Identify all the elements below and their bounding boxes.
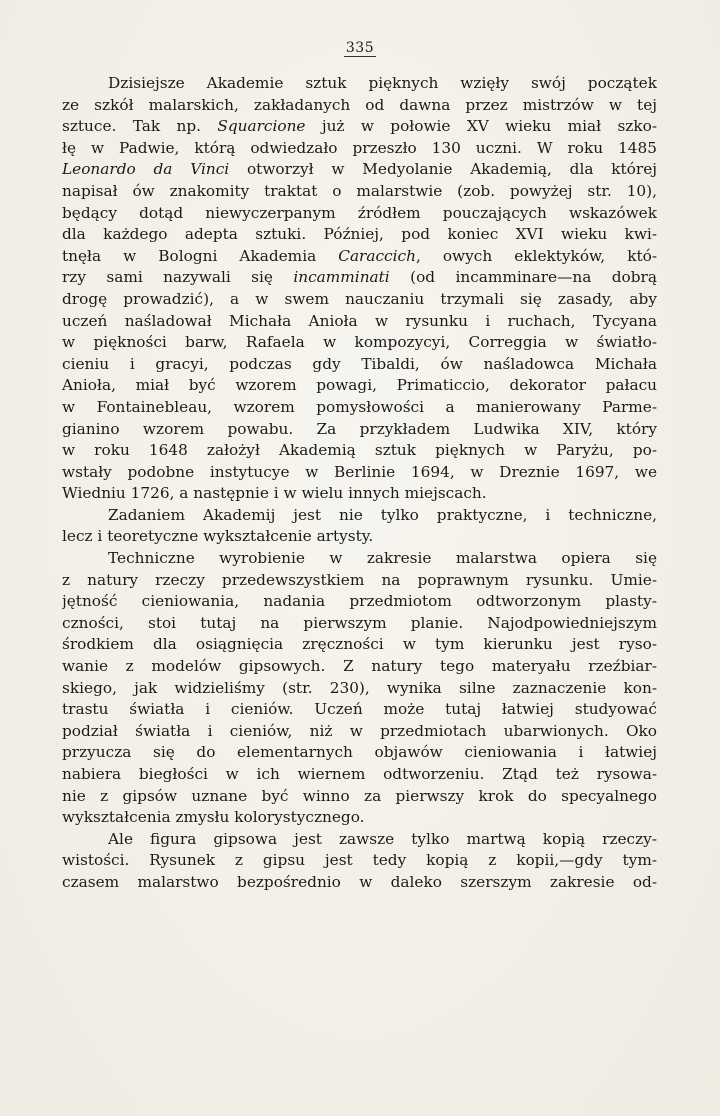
text-line: Techniczne wyrobienie w zakresie malarstwa opiera się [108,549,657,568]
page-number-text: 335 [345,40,375,56]
text-line: podział światła i cieniów, niż w przedmiotach ubarwionych. Oko [62,721,657,740]
page-number [0,40,720,56]
text-line: nabiera biegłości w ich wiernem odtworzeniu. Ztąd też rysowa- [62,765,657,783]
text-line: w Fontainebleau, wzorem pomysłowości a manierowany Parme- [62,397,657,416]
text-line: cieniu i gracyi, podczas gdy Tibaldi, ów naśladowca Michała [62,354,657,373]
text-line: wistości. Rysunek z gipsu jest tedy kopią z kopii,—gdy tym- [62,851,657,870]
text-line: sztuce. Tak np. Squarcione już w połowie XV wieku miał szko- [62,117,657,136]
text-line: gianino wzorem powabu. Za przykładem Ludwika XIV, który [62,419,657,438]
body-text [62,73,657,894]
text-line: wykształcenia zmysłu kolorystycznego. [62,808,365,827]
text-line: jętność cieniowania, nadania przedmiotom odtworzonym plasty- [62,592,657,611]
text-line: przyucza się do elementarnych objawów cieniowania i łatwiej [62,743,657,762]
text-line: napisał ów znakomity traktat o malarstwie (zob. powyżej str. 10), [62,181,657,200]
text-line: tnęła w Bologni Akademia Caraccich, owych eklektyków, któ- [62,246,657,265]
text-line: ze szkół malarskich, zakładanych od dawna przez mistrzów w tej [62,95,657,114]
text-line: rzy sami nazywali się incamminati (od incamminare—na dobrą [62,268,657,287]
text-line: drogę prowadzić), a w swem nauczaniu trzymali się zasady, aby [62,289,657,308]
text-line: łę w Padwie, którą odwiedzało przeszło 130 uczni. W roku 1485 [62,138,657,157]
text-line: dla każdego adepta sztuki. Później, pod koniec XVI wieku kwi- [62,225,657,244]
text-line: Dzisiejsze Akademie sztuk pięknych wzięły swój początek [108,74,657,92]
text-line: wanie z modelów gipsowych. Z natury tego materyału rzeźbiar- [62,657,657,676]
text-line: z natury rzeczy przedewszystkiem na poprawnym rysunku. Umie- [62,570,657,589]
text-line: nie z gipsów uznane być winno za pierwszy krok do specyalnego [62,786,657,805]
text-line: Anioła, miał być wzorem powagi, Primaticcio, dekorator pałacu [62,376,657,395]
text-line: Wiedniu 1726, a następnie i w wielu innych miejscach. [62,484,487,503]
text-line: czności, stoi tutaj na pierwszym planie. Najodpowiedniejszym [62,613,657,632]
text-line: trastu światła i cieniów. Uczeń może tutaj łatwiej studyować [62,700,657,719]
text-line: uczeń naśladował Michała Anioła w rysunku i ruchach, Tycyana [62,311,657,330]
text-line: Ale figura gipsowa jest zawsze tylko martwą kopią rzeczy- [108,829,657,848]
text-line: Leonardo da Vinci otworzył w Medyolanie Akademią, dla której [62,160,657,179]
text-line: w piękności barw, Rafaela w kompozycyi, Correggia w światło- [62,333,657,352]
text-line: czasem malarstwo bezpośrednio w daleko szerszym zakresie od- [62,872,657,891]
text-line: będący dotąd niewyczerpanym źródłem pouczających wskazówek [62,203,657,222]
text-line: w roku 1648 założył Akademią sztuk pięknych w Paryżu, po- [62,441,657,460]
text-line: lecz i teoretyczne wykształcenie artysty. [62,527,374,546]
text-line: skiego, jak widzieliśmy (str. 230), wynika silne zaznaczenie kon- [62,678,657,697]
text-line: środkiem dla osiągnięcia zręczności w tym kierunku jest ryso- [62,635,657,654]
text-line: Zadaniem Akademij jest nie tylko praktyczne, i techniczne, [108,505,657,524]
text-line: wstały podobne instytucye w Berlinie 1694, w Dreznie 1697, we [62,462,657,481]
